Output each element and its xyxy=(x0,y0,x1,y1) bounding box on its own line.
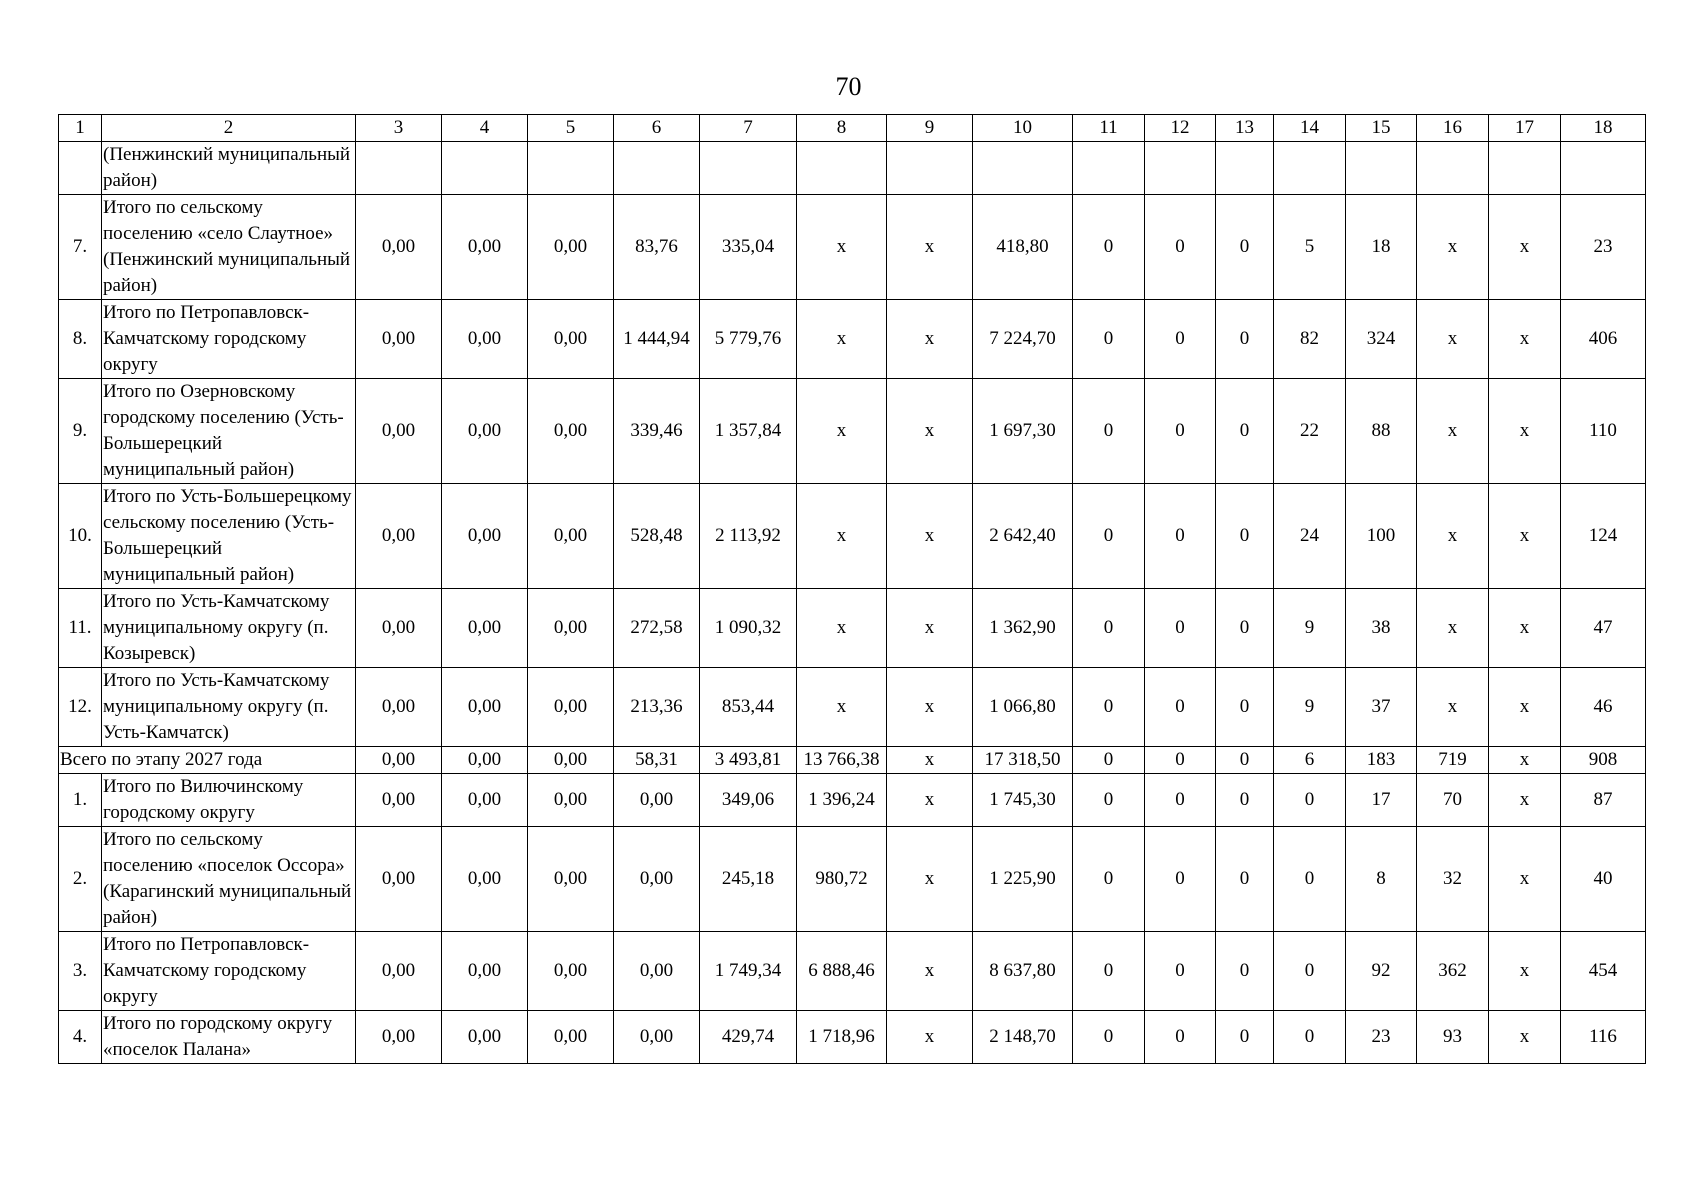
column-header: 7 xyxy=(700,115,797,142)
table-row xyxy=(59,589,1646,668)
value-cell: х xyxy=(1489,300,1561,379)
column-header: 9 xyxy=(887,115,973,142)
value-cell xyxy=(614,142,700,195)
value-cell: 7 224,70 xyxy=(973,300,1073,379)
value-cell: 1 066,80 xyxy=(973,668,1073,747)
value-cell: 17 xyxy=(1346,774,1417,827)
value-cell: 0 xyxy=(1073,932,1145,1011)
value-cell: 6 888,46 xyxy=(797,932,887,1011)
value-cell: 0 xyxy=(1216,379,1274,484)
value-cell xyxy=(1417,142,1489,195)
row-name: Итого по Усть-Большерецкому сельскому поселению (Усть-Большерецкий муниципальный район) xyxy=(102,484,356,589)
value-cell: 0,00 xyxy=(356,195,442,300)
value-cell: х xyxy=(887,195,973,300)
row-number: 4. xyxy=(59,1011,102,1064)
value-cell: 0 xyxy=(1145,484,1216,589)
value-cell: х xyxy=(1417,484,1489,589)
value-cell: 406 xyxy=(1561,300,1646,379)
total-value-cell: 0,00 xyxy=(528,747,614,774)
value-cell: 116 xyxy=(1561,1011,1646,1064)
row-name: (Пенжинский муниципальный район) xyxy=(102,142,356,195)
value-cell: 980,72 xyxy=(797,827,887,932)
row-number: 10. xyxy=(59,484,102,589)
value-cell: 47 xyxy=(1561,589,1646,668)
column-header: 16 xyxy=(1417,115,1489,142)
value-cell: 0 xyxy=(1216,774,1274,827)
value-cell: х xyxy=(797,484,887,589)
value-cell: х xyxy=(1489,827,1561,932)
value-cell: 23 xyxy=(1561,195,1646,300)
value-cell: 528,48 xyxy=(614,484,700,589)
column-header: 2 xyxy=(102,115,356,142)
row-number: 9. xyxy=(59,379,102,484)
value-cell: х xyxy=(1489,195,1561,300)
total-value-cell: 908 xyxy=(1561,747,1646,774)
table-row xyxy=(59,668,1646,747)
value-cell: 110 xyxy=(1561,379,1646,484)
value-cell: х xyxy=(887,484,973,589)
value-cell: х xyxy=(887,668,973,747)
value-cell: 324 xyxy=(1346,300,1417,379)
row-name: Итого по Озерновскому городскому поселению (Усть-Большерецкий муниципальный район) xyxy=(102,379,356,484)
total-value-cell: 13 766,38 xyxy=(797,747,887,774)
value-cell: 8 637,80 xyxy=(973,932,1073,1011)
value-cell: 339,46 xyxy=(614,379,700,484)
value-cell: 70 xyxy=(1417,774,1489,827)
value-cell: 0 xyxy=(1216,932,1274,1011)
value-cell: х xyxy=(797,589,887,668)
row-number: 12. xyxy=(59,668,102,747)
value-cell: 22 xyxy=(1274,379,1346,484)
row-name: Итого по сельскому поселению «село Слаутное» (Пенжинский муниципальный район) xyxy=(102,195,356,300)
total-value-cell: 58,31 xyxy=(614,747,700,774)
value-cell: 0,00 xyxy=(442,827,528,932)
value-cell: 0,00 xyxy=(356,668,442,747)
value-cell: 0,00 xyxy=(442,484,528,589)
value-cell: х xyxy=(1489,774,1561,827)
value-cell: 349,06 xyxy=(700,774,797,827)
value-cell: 0 xyxy=(1145,589,1216,668)
value-cell xyxy=(1274,142,1346,195)
value-cell xyxy=(1346,142,1417,195)
row-number: 11. xyxy=(59,589,102,668)
row-number: 8. xyxy=(59,300,102,379)
column-header: 12 xyxy=(1145,115,1216,142)
value-cell: 9 xyxy=(1274,668,1346,747)
value-cell: х xyxy=(1489,484,1561,589)
value-cell: 0,00 xyxy=(356,300,442,379)
value-cell: 418,80 xyxy=(973,195,1073,300)
column-header: 11 xyxy=(1073,115,1145,142)
value-cell: х xyxy=(797,195,887,300)
value-cell: 0 xyxy=(1145,774,1216,827)
column-header: 3 xyxy=(356,115,442,142)
column-header: 15 xyxy=(1346,115,1417,142)
value-cell: 429,74 xyxy=(700,1011,797,1064)
value-cell: 0,00 xyxy=(442,774,528,827)
value-cell: х xyxy=(887,932,973,1011)
value-cell: 5 779,76 xyxy=(700,300,797,379)
value-cell: 0,00 xyxy=(528,484,614,589)
value-cell: 0,00 xyxy=(356,774,442,827)
total-value-cell: 3 493,81 xyxy=(700,747,797,774)
value-cell: 2 148,70 xyxy=(973,1011,1073,1064)
column-header: 6 xyxy=(614,115,700,142)
total-value-cell: 0,00 xyxy=(356,747,442,774)
value-cell: 0,00 xyxy=(442,932,528,1011)
value-cell: 0 xyxy=(1145,668,1216,747)
value-cell: х xyxy=(1417,195,1489,300)
value-cell: 8 xyxy=(1346,827,1417,932)
value-cell: 24 xyxy=(1274,484,1346,589)
value-cell xyxy=(442,142,528,195)
value-cell xyxy=(1561,142,1646,195)
row-name: Итого по Усть-Камчатскому муниципальному округу (п. Козыревск) xyxy=(102,589,356,668)
value-cell: 1 090,32 xyxy=(700,589,797,668)
total-value-cell: 0,00 xyxy=(442,747,528,774)
value-cell: 46 xyxy=(1561,668,1646,747)
value-cell: х xyxy=(887,774,973,827)
row-number: 1. xyxy=(59,774,102,827)
value-cell: 0 xyxy=(1073,379,1145,484)
value-cell: 0 xyxy=(1073,1011,1145,1064)
value-cell: 335,04 xyxy=(700,195,797,300)
value-cell: 272,58 xyxy=(614,589,700,668)
value-cell: 83,76 xyxy=(614,195,700,300)
value-cell xyxy=(973,142,1073,195)
value-cell: 0 xyxy=(1073,195,1145,300)
value-cell: 1 444,94 xyxy=(614,300,700,379)
value-cell: 0,00 xyxy=(442,195,528,300)
value-cell: х xyxy=(797,379,887,484)
column-header: 13 xyxy=(1216,115,1274,142)
table-row xyxy=(59,774,1646,827)
page-number: 70 xyxy=(835,72,862,101)
table-row xyxy=(59,932,1646,1011)
table-row xyxy=(59,827,1646,932)
value-cell: х xyxy=(887,379,973,484)
value-cell: 0,00 xyxy=(356,932,442,1011)
value-cell: 0 xyxy=(1216,668,1274,747)
table-row xyxy=(59,484,1646,589)
column-header: 14 xyxy=(1274,115,1346,142)
value-cell: 0,00 xyxy=(528,774,614,827)
value-cell: 0,00 xyxy=(442,300,528,379)
column-header: 5 xyxy=(528,115,614,142)
row-number: 2. xyxy=(59,827,102,932)
value-cell: 0 xyxy=(1145,195,1216,300)
value-cell: 0,00 xyxy=(442,379,528,484)
column-header: 17 xyxy=(1489,115,1561,142)
value-cell: х xyxy=(1489,589,1561,668)
total-value-cell: 0 xyxy=(1216,747,1274,774)
value-cell: х xyxy=(1417,300,1489,379)
value-cell: 2 113,92 xyxy=(700,484,797,589)
value-cell: 0,00 xyxy=(442,1011,528,1064)
value-cell: 0 xyxy=(1073,300,1145,379)
column-header: 18 xyxy=(1561,115,1646,142)
total-value-cell: х xyxy=(887,747,973,774)
value-cell: х xyxy=(887,589,973,668)
column-header: 10 xyxy=(973,115,1073,142)
value-cell: 0,00 xyxy=(528,589,614,668)
value-cell xyxy=(1073,142,1145,195)
value-cell: х xyxy=(1489,1011,1561,1064)
total-row xyxy=(59,747,1646,774)
table-row xyxy=(59,142,1646,195)
value-cell xyxy=(528,142,614,195)
value-cell: 1 362,90 xyxy=(973,589,1073,668)
value-cell: 0,00 xyxy=(442,668,528,747)
value-cell: 23 xyxy=(1346,1011,1417,1064)
total-value-cell: х xyxy=(1489,747,1561,774)
value-cell: 0,00 xyxy=(528,195,614,300)
column-header: 4 xyxy=(442,115,528,142)
value-cell: 0 xyxy=(1145,827,1216,932)
total-value-cell: 17 318,50 xyxy=(973,747,1073,774)
value-cell: 0 xyxy=(1073,484,1145,589)
row-number xyxy=(59,142,102,195)
value-cell xyxy=(1489,142,1561,195)
value-cell: 0,00 xyxy=(356,379,442,484)
value-cell: 0 xyxy=(1216,589,1274,668)
value-cell: х xyxy=(887,1011,973,1064)
value-cell xyxy=(1216,142,1274,195)
row-name: Итого по Петропавловск-Камчатскому городскому округу xyxy=(102,300,356,379)
value-cell: х xyxy=(1417,589,1489,668)
value-cell: 0,00 xyxy=(356,484,442,589)
total-label: Всего по этапу 2027 года xyxy=(59,747,356,774)
value-cell: 1 745,30 xyxy=(973,774,1073,827)
value-cell: 0 xyxy=(1073,774,1145,827)
value-cell: 213,36 xyxy=(614,668,700,747)
value-cell: х xyxy=(1489,379,1561,484)
value-cell: 454 xyxy=(1561,932,1646,1011)
value-cell xyxy=(1145,142,1216,195)
value-cell: 40 xyxy=(1561,827,1646,932)
data-table xyxy=(58,114,1646,1064)
value-cell xyxy=(700,142,797,195)
value-cell: 1 225,90 xyxy=(973,827,1073,932)
value-cell: 0 xyxy=(1073,827,1145,932)
table-row xyxy=(59,300,1646,379)
value-cell: 0,00 xyxy=(614,932,700,1011)
value-cell: 9 xyxy=(1274,589,1346,668)
value-cell: 5 xyxy=(1274,195,1346,300)
value-cell: 100 xyxy=(1346,484,1417,589)
value-cell: 0 xyxy=(1073,668,1145,747)
value-cell: 0 xyxy=(1216,827,1274,932)
value-cell: 362 xyxy=(1417,932,1489,1011)
table-row xyxy=(59,195,1646,300)
value-cell: 0 xyxy=(1145,1011,1216,1064)
value-cell: 1 697,30 xyxy=(973,379,1073,484)
value-cell: х xyxy=(887,827,973,932)
row-number: 7. xyxy=(59,195,102,300)
value-cell: х xyxy=(1417,668,1489,747)
total-value-cell: 0 xyxy=(1145,747,1216,774)
value-cell: 1 396,24 xyxy=(797,774,887,827)
table-header-row xyxy=(59,115,1646,142)
value-cell: 93 xyxy=(1417,1011,1489,1064)
value-cell: 853,44 xyxy=(700,668,797,747)
value-cell: х xyxy=(1489,932,1561,1011)
value-cell: 0,00 xyxy=(528,379,614,484)
row-name: Итого по Вилючинскому городскому округу xyxy=(102,774,356,827)
value-cell: 37 xyxy=(1346,668,1417,747)
value-cell: 87 xyxy=(1561,774,1646,827)
value-cell: х xyxy=(1417,379,1489,484)
value-cell: х xyxy=(887,300,973,379)
value-cell: 0,00 xyxy=(528,1011,614,1064)
value-cell: 0 xyxy=(1274,932,1346,1011)
column-header: 8 xyxy=(797,115,887,142)
value-cell: 0 xyxy=(1216,484,1274,589)
value-cell: х xyxy=(797,668,887,747)
total-value-cell: 183 xyxy=(1346,747,1417,774)
value-cell: 0,00 xyxy=(356,1011,442,1064)
row-name: Итого по сельскому поселению «поселок Оссора» (Карагинский муниципальный район) xyxy=(102,827,356,932)
value-cell: 0,00 xyxy=(528,668,614,747)
value-cell: 0 xyxy=(1145,300,1216,379)
value-cell: 0,00 xyxy=(614,1011,700,1064)
value-cell: 38 xyxy=(1346,589,1417,668)
value-cell: 0,00 xyxy=(356,827,442,932)
table-row xyxy=(59,379,1646,484)
value-cell: 245,18 xyxy=(700,827,797,932)
value-cell: 124 xyxy=(1561,484,1646,589)
value-cell: 0 xyxy=(1073,589,1145,668)
value-cell: х xyxy=(797,300,887,379)
value-cell: 0,00 xyxy=(356,589,442,668)
value-cell xyxy=(797,142,887,195)
value-cell: 0,00 xyxy=(528,932,614,1011)
value-cell: 0,00 xyxy=(528,300,614,379)
value-cell: 88 xyxy=(1346,379,1417,484)
value-cell xyxy=(887,142,973,195)
column-header: 1 xyxy=(59,115,102,142)
value-cell: х xyxy=(1489,668,1561,747)
value-cell xyxy=(356,142,442,195)
value-cell: 2 642,40 xyxy=(973,484,1073,589)
row-name: Итого по Петропавловск-Камчатскому городскому округу xyxy=(102,932,356,1011)
value-cell: 0 xyxy=(1216,195,1274,300)
value-cell: 1 749,34 xyxy=(700,932,797,1011)
value-cell: 82 xyxy=(1274,300,1346,379)
value-cell: 0 xyxy=(1145,379,1216,484)
value-cell: 1 718,96 xyxy=(797,1011,887,1064)
table-row xyxy=(59,1011,1646,1064)
value-cell: 0,00 xyxy=(528,827,614,932)
total-value-cell: 719 xyxy=(1417,747,1489,774)
value-cell: 0 xyxy=(1216,1011,1274,1064)
value-cell: 1 357,84 xyxy=(700,379,797,484)
value-cell: 0 xyxy=(1274,827,1346,932)
value-cell: 0,00 xyxy=(614,774,700,827)
value-cell: 0 xyxy=(1216,300,1274,379)
value-cell: 0 xyxy=(1274,774,1346,827)
value-cell: 18 xyxy=(1346,195,1417,300)
value-cell: 32 xyxy=(1417,827,1489,932)
total-value-cell: 0 xyxy=(1073,747,1145,774)
value-cell: 0 xyxy=(1145,932,1216,1011)
row-name: Итого по городскому округу «поселок Палана» xyxy=(102,1011,356,1064)
value-cell: 0,00 xyxy=(614,827,700,932)
total-value-cell: 6 xyxy=(1274,747,1346,774)
row-number: 3. xyxy=(59,932,102,1011)
value-cell: 0 xyxy=(1274,1011,1346,1064)
row-name: Итого по Усть-Камчатскому муниципальному округу (п. Усть-Камчатск) xyxy=(102,668,356,747)
value-cell: 92 xyxy=(1346,932,1417,1011)
value-cell: 0,00 xyxy=(442,589,528,668)
